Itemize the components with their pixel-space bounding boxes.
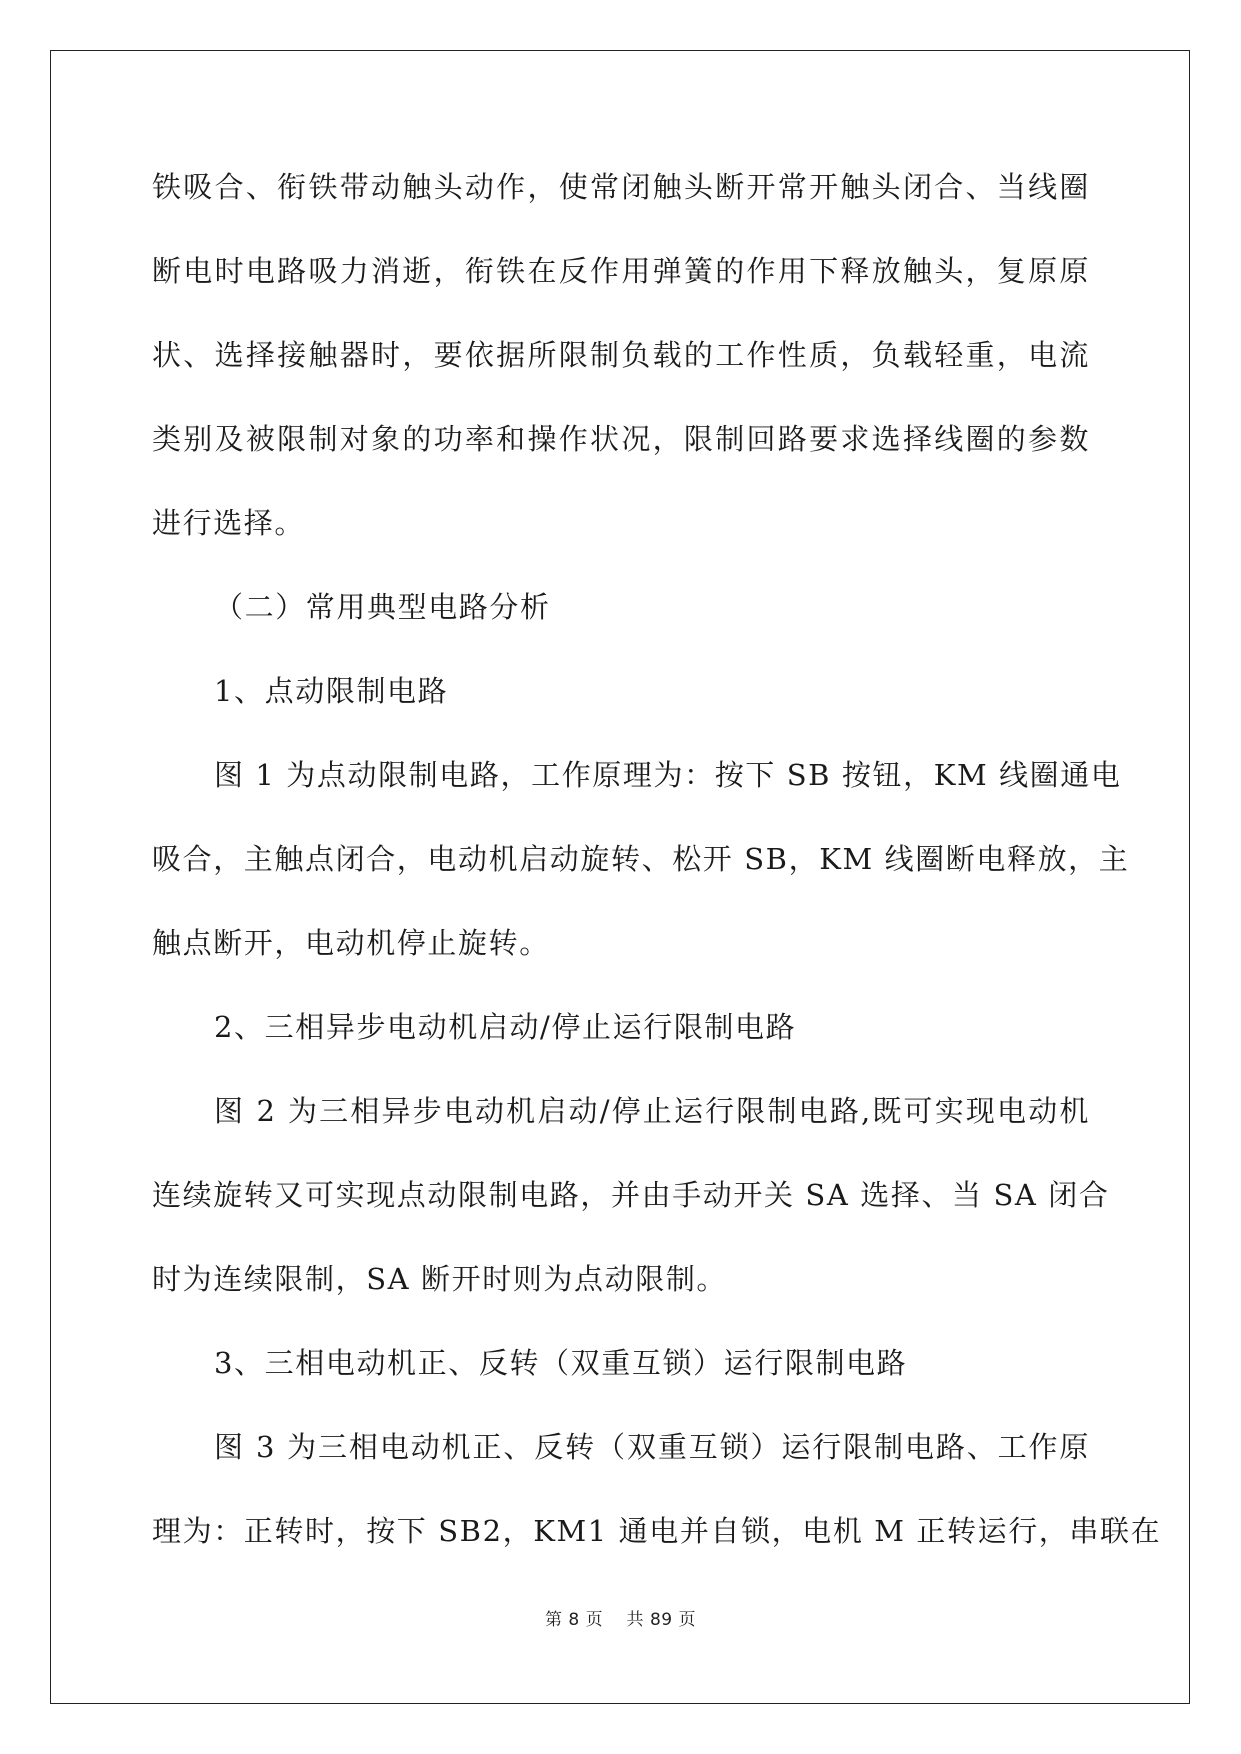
paragraph-first-line: 图 2 为三相异步电动机启动/停止运行限制电路,既可实现电动机 bbox=[214, 1094, 1090, 1128]
text-line: 吸合，主触点闭合，电动机启动旋转、松开 SB，KM 线圈断电释放，主 bbox=[152, 842, 1130, 876]
section-heading: （二）常用典型电路分析 bbox=[214, 590, 551, 624]
paragraph-first-line: 图 1 为点动限制电路，工作原理为：按下 SB 按钮，KM 线圈通电 bbox=[214, 758, 1122, 792]
text-line: 状、选择接触器时，要依据所限制负载的工作性质，负载轻重，电流 bbox=[152, 338, 1090, 372]
subsection-heading: 3、三相电动机正、反转（双重互锁）运行限制电路 bbox=[214, 1346, 908, 1380]
subsection-heading: 1、点动限制电路 bbox=[214, 674, 449, 708]
text-line: 类别及被限制对象的功率和操作状况，限制回路要求选择线圈的参数 bbox=[152, 422, 1090, 456]
paragraph-first-line: 图 3 为三相电动机正、反转（双重互锁）运行限制电路、工作原 bbox=[214, 1430, 1090, 1464]
subsection-heading: 2、三相异步电动机启动/停止运行限制电路 bbox=[214, 1010, 797, 1044]
text-line: 断电时电路吸力消逝，衔铁在反作用弹簧的作用下释放触头，复原原 bbox=[152, 254, 1090, 288]
document-body bbox=[152, 160, 1162, 1588]
text-line: 理为：正转时，按下 SB2，KM1 通电并自锁，电机 M 正转运行，串联在 bbox=[152, 1514, 1162, 1548]
page-number-footer: 第 8 页 共 89 页 bbox=[545, 1610, 696, 1630]
text-line: 进行选择。 bbox=[152, 506, 306, 540]
text-line: 连续旋转又可实现点动限制电路，并由手动开关 SA 选择、当 SA 闭合 bbox=[152, 1178, 1110, 1212]
text-line: 铁吸合、衔铁带动触头动作，使常闭触头断开常开触头闭合、当线圈 bbox=[152, 170, 1090, 204]
text-line: 时为连续限制，SA 断开时则为点动限制。 bbox=[152, 1262, 728, 1296]
text-line: 触点断开，电动机停止旋转。 bbox=[152, 926, 550, 960]
